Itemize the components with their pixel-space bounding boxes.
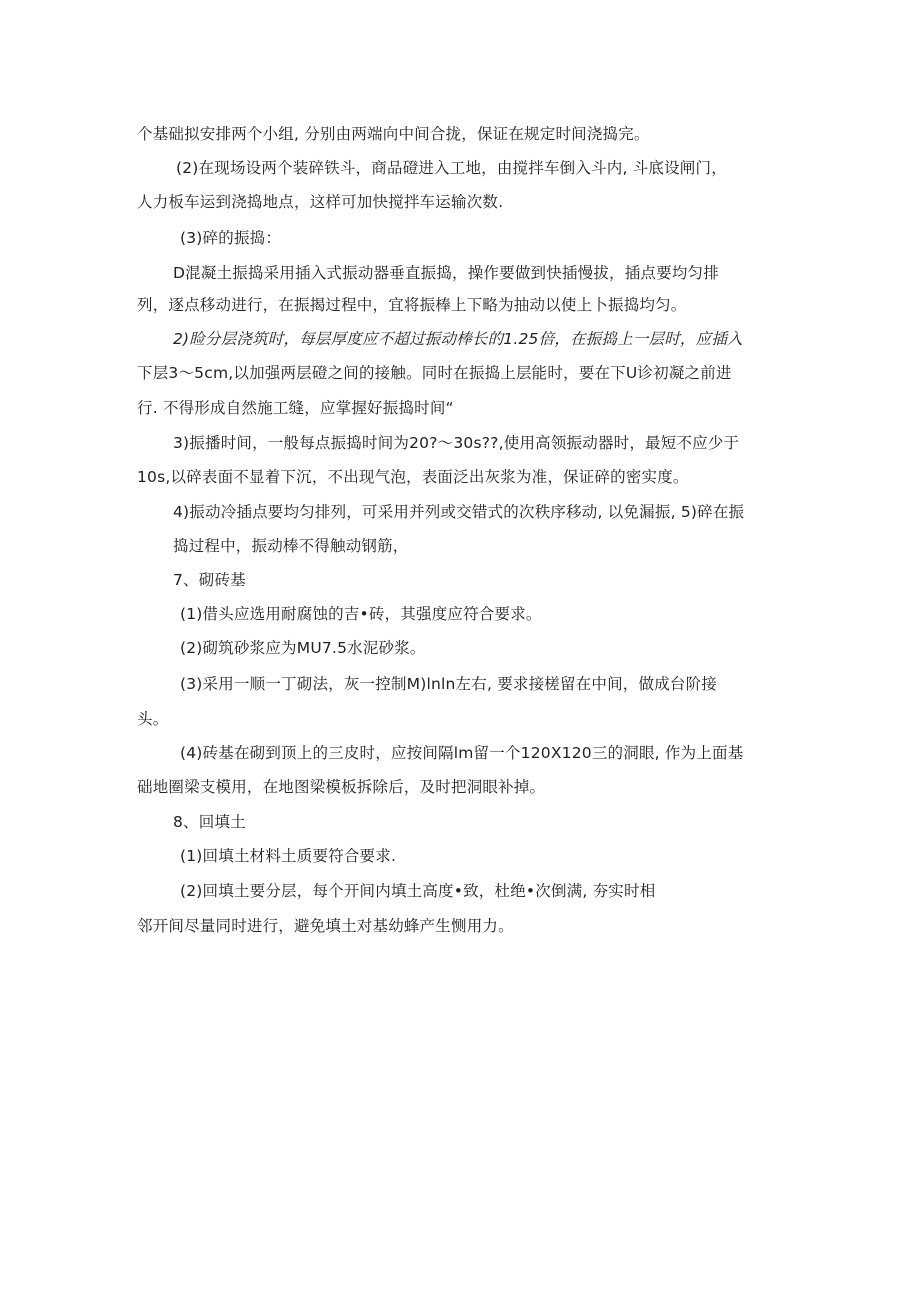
text-line-10: 3)振播时间，一般每点振捣时间为20?〜30s??,使用高领振动器时，最短不应少于 bbox=[173, 434, 740, 452]
text-line-1: 个基础拟安排两个小组, 分别由两端向中间合拢，保证在规定时间浇捣完。 bbox=[137, 125, 650, 143]
text-line-9: 行. 不得形成自然施工缝，应掌握好振捣时间“ bbox=[137, 399, 454, 417]
text-line-23: (2)回填土要分层，每个开间内填土高度•致，杜绝•次倒满, 夯实时相 bbox=[180, 882, 656, 900]
section-heading-7: 7、砌砖基 bbox=[173, 571, 246, 589]
text-line-13: 捣过程中，振动棒不得触动钢筋， bbox=[173, 537, 409, 555]
text-line-17: (3)采用一顺一丁砌法，灰一控制M)lnln左右, 要求接槎留在中间，做成台阶接 bbox=[180, 675, 717, 693]
text-line-18: 头。 bbox=[137, 710, 169, 728]
text-line-11: 10s,以碎表面不显着下沉，不出现气泡，表面泛出灰浆为准，保证碎的密实度。 bbox=[137, 468, 689, 486]
text-line-24: 邻开间尽量同时进行，避免填土对基幼蜂产生恻用力。 bbox=[137, 917, 514, 935]
section-heading-8: 8、回填土 bbox=[173, 813, 246, 831]
text-line-19: (4)砖基在砌到顶上的三皮时，应按间隔lm留一个120X120三的洞眼, 作为上面基 bbox=[180, 744, 744, 762]
text-line-6: 列，逐点移动进行，在振揭过程中，宜将振棒上下略为抽动以使上卜振捣均匀。 bbox=[137, 296, 687, 314]
text-line-16: (2)砌筑砂浆应为MU7.5水泥砂浆。 bbox=[180, 639, 426, 657]
text-line-22: (1)回填土材料土质要符合要求. bbox=[180, 847, 397, 865]
text-line-3: 人力板车运到浇捣地点，这样可加快搅拌车运输次数. bbox=[137, 193, 504, 211]
text-line-2: (2)在现场设两个装碎铁斗，商品磴进入工地，由搅拌车倒入斗内, 斗底设闸门， bbox=[176, 159, 727, 177]
text-line-15: (1)借头应选用耐腐蚀的吉•砖，其强度应符合要求。 bbox=[180, 605, 542, 623]
text-line-20: 础地圈梁支模用，在地图梁模板拆除后，及时把洞眼补掉。 bbox=[137, 778, 546, 796]
text-line-12: 4)振动冷插点要均匀排列，可采用并列或交错式的次秩序移动, 以免漏振, 5)碎在振 bbox=[173, 503, 745, 521]
text-line-8: 下层3〜5cm,以加强两层磴之间的接触。同时在振捣上层能时，要在下U诊初凝之前进 bbox=[137, 364, 732, 382]
text-line-5: D混凝土振捣采用插入式振动器垂直振捣，操作要做到快插慢拔，插点要均匀排 bbox=[173, 264, 719, 282]
text-line-4: (3)碎的振捣： bbox=[180, 229, 282, 247]
text-line-7: 2)睑分层浇筑时，每层厚度应不超过振动棒长的1.25倍，在振捣上一层时，应插入 bbox=[173, 330, 743, 348]
